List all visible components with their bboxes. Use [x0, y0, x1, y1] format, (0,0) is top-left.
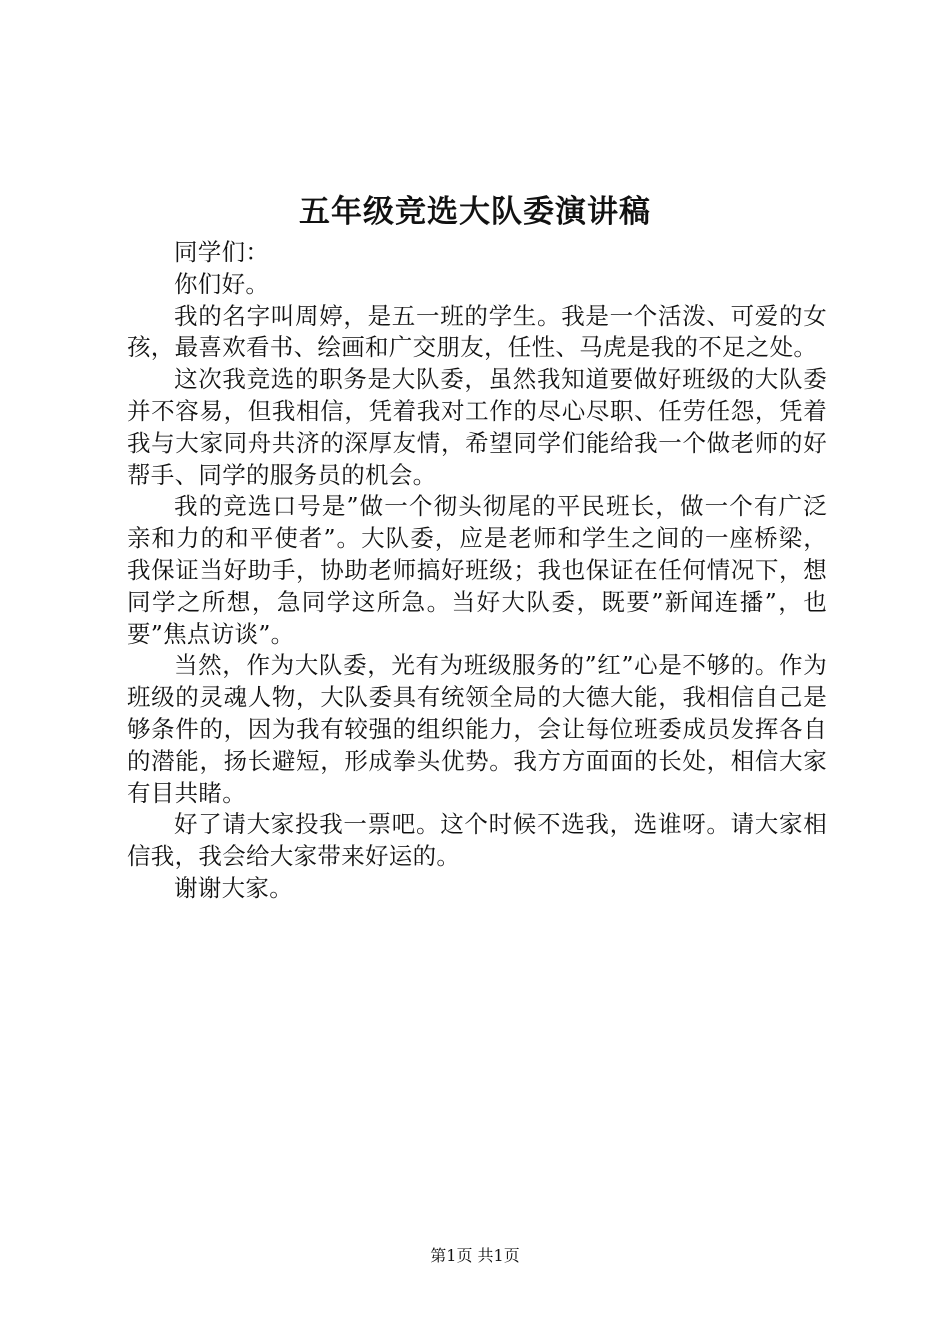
paragraph-position: 这次我竞选的职务是大队委，虽然我知道要做好班级的大队委并不容易，但我相信，凭着我对工作的尽心尽职、任劳任怨，凭着我与大家同舟共济的深厚友情，希望同学们能给我一个做老师的好帮手、同学的服务员的机会。 [127, 365, 827, 489]
paragraph-hello: 你们好。 [174, 269, 270, 298]
paragraph-greeting: 同学们： [174, 238, 270, 266]
paragraph-slogan: 我的竞选口号是”做一个彻头彻尾的平民班长，做一个有广泛亲和力的和平使者”。大队委，应是老师和学生之间的一座桥梁，我保证当好助手，协助老师搞好班级；我也保证在任何情况下，想同学之所想，急同学这所急。当好大队委，既要”新闻连播”，也要”焦点访谈”。 [127, 492, 827, 648]
document-title: 五年级竞选大队委演讲稿 [299, 194, 651, 230]
paragraph-introduction: 我的名字叫周婷，是五一班的学生。我是一个活泼、可爱的女孩，最喜欢看书、绘画和广交朋友，任性、马虎是我的不足之处。 [127, 301, 827, 362]
paragraph-ability: 当然，作为大队委，光有为班级服务的”红”心是不够的。作为班级的灵魂人物，大队委具有统领全局的大德大能，我相信自己是够条件的，因为我有较强的组织能力，会让每位班委成员发挥各自的潜能，扬长避短，形成拳头优势。我方方面面的长处，相信大家有目共睹。 [127, 651, 827, 807]
page-number-footer: 第1页 共1页 [430, 1246, 520, 1265]
paragraph-thanks: 谢谢大家。 [174, 873, 293, 902]
document-body [127, 237, 827, 905]
paragraph-vote-request: 好了请大家投我一票吧。这个时候不选我，选谁呀。请大家相信我，我会给大家带来好运的。 [127, 810, 827, 871]
